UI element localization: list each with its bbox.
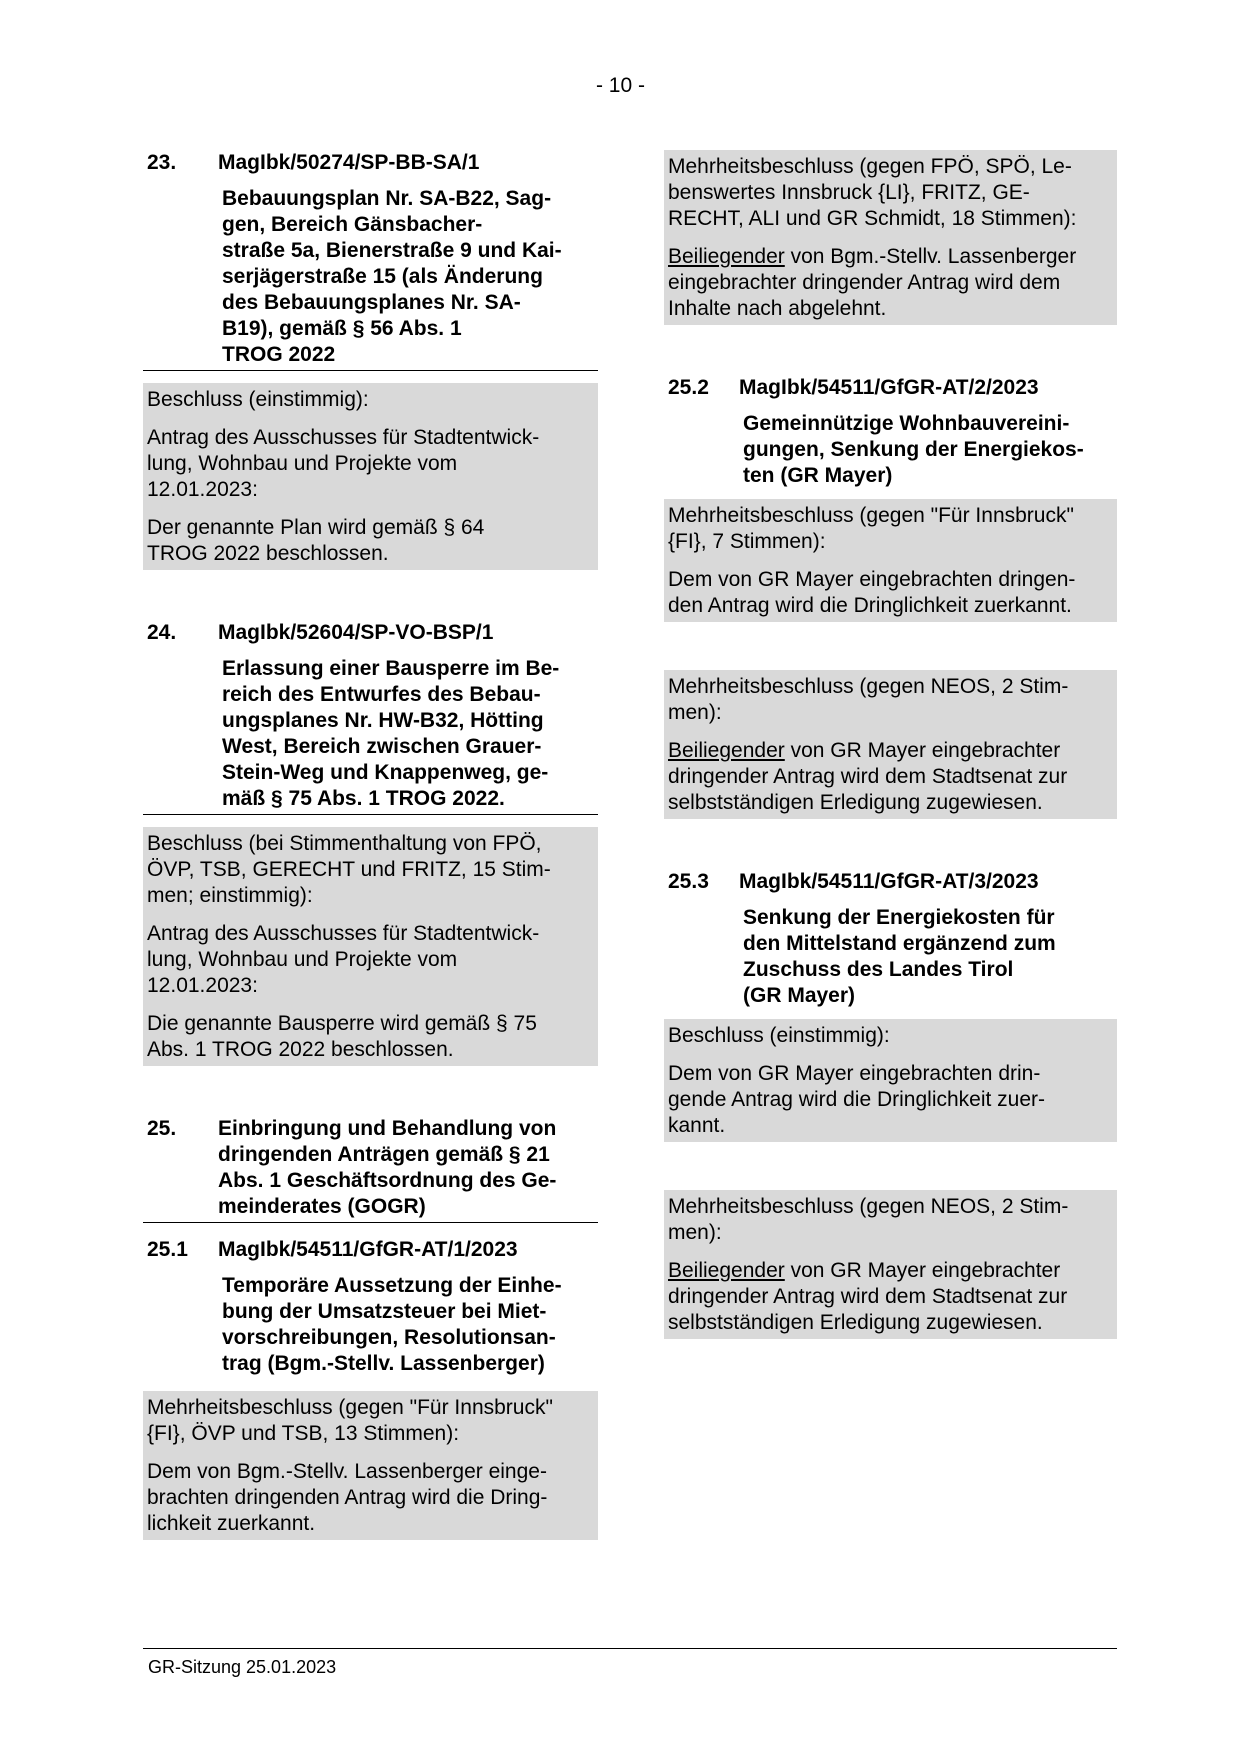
item-number: 25. — [147, 1117, 177, 1140]
right-column — [664, 150, 1117, 1339]
item-number: 25.2 — [668, 376, 709, 399]
agenda-item-23 — [143, 150, 598, 570]
item-title: Temporäre Aussetzung der Einhe- bung der Umsatzsteuer bei Miet- vorschreibungen, Resolutionsan- trag (Bgm.-Stellv. Lassenberger) — [222, 1274, 562, 1375]
decision-motion: Antrag des Ausschusses für Stadtentwick- lung, Wohnbau und Projekte vom 12.01.2023: — [147, 426, 540, 501]
decision-type: Mehrheitsbeschluss (gegen NEOS, 2 Stim- men): — [668, 1195, 1069, 1244]
decision-motion: Antrag des Ausschusses für Stadtentwick- lung, Wohnbau und Projekte vom 12.01.2023: — [147, 922, 540, 997]
decision-box — [143, 383, 598, 570]
footer-text: GR-Sitzung 25.01.2023 — [148, 1657, 337, 1677]
page-number: - 10 - — [595, 74, 645, 97]
decision-text: Dem von GR Mayer eingebrachten dringen- den Antrag wird die Dringlichkeit zuerkannt. — [668, 568, 1076, 617]
decision-type: Beschluss (bei Stimmenthaltung von FPÖ, ÖVP, TSB, GERECHT und FRITZ, 15 Stim- men; einstimmig): — [147, 832, 551, 907]
item-number: 24. — [147, 621, 177, 644]
item-code: MagIbk/54511/GfGR-AT/2/2023 — [739, 376, 1039, 399]
agenda-item-25 — [143, 1116, 598, 1223]
decision-box — [664, 1190, 1117, 1339]
decision-text: Dem von GR Mayer eingebrachten drin- gende Antrag wird die Dringlichkeit zuer- kannt. — [668, 1062, 1046, 1137]
decision-type: Mehrheitsbeschluss (gegen NEOS, 2 Stim- men): — [668, 675, 1069, 724]
agenda-item-24 — [143, 620, 598, 1066]
item-code: MagIbk/54511/GfGR-AT/1/2023 — [218, 1238, 518, 1261]
agenda-item-25-2 — [664, 375, 1117, 622]
decision-text: Dem von Bgm.-Stellv. Lassenberger einge- brachten dringenden Antrag wird die Dring- lichkeit zuerkannt. — [147, 1460, 548, 1535]
decision-text: Die genannte Bausperre wird gemäß § 75 Abs. 1 TROG 2022 beschlossen. — [147, 1012, 537, 1061]
agenda-item-25-1 — [143, 1237, 598, 1540]
item-title: Bebauungsplan Nr. SA-B22, Sag- gen, Bereich Gänsbacher- straße 5a, Bienerstraße 9 und Kai- serjägerstraße 15 (als Änderung des Bebauungsplanes Nr. SA- B19), gemäß § 56 Abs. 1 TROG 2022 — [143, 186, 598, 371]
item-number: 25.1 — [147, 1238, 188, 1261]
decision-text: Beiliegender von Bgm.-Stellv. Lassenberger eingebrachter dringender Antrag wird dem Inhalte nach abgelehnt. — [668, 245, 1077, 320]
item-number: 23. — [147, 151, 177, 174]
item-title: Senkung der Energiekosten für den Mittelstand ergänzend zum Zuschuss des Landes Tirol (GR Mayer) — [743, 906, 1056, 1007]
decision-type: Mehrheitsbeschluss (gegen "Für Innsbruck" {FI}, 7 Stimmen): — [668, 504, 1074, 553]
decision-box — [664, 499, 1117, 622]
decision-box — [143, 827, 598, 1066]
item-number: 25.3 — [668, 870, 709, 893]
decision-text: Der genannte Plan wird gemäß § 64 TROG 2022 beschlossen. — [147, 516, 485, 565]
decision-box — [664, 670, 1117, 819]
decision-type: Beschluss (einstimmig): — [147, 388, 369, 411]
decision-type: Mehrheitsbeschluss (gegen FPÖ, SPÖ, Le- benswertes Innsbruck {LI}, FRITZ, GE- RECHT, ALI und GR Schmidt, 18 Stimmen): — [668, 155, 1077, 230]
decision-text: Beiliegender von GR Mayer eingebrachter dringender Antrag wird dem Stadtsenat zur selbstständigen Erledigung zugewiesen. — [668, 739, 1068, 814]
item-title: Gemeinnützige Wohnbauvereini- gungen, Senkung der Energiekos- ten (GR Mayer) — [743, 412, 1084, 487]
item-code: MagIbk/54511/GfGR-AT/3/2023 — [739, 870, 1039, 893]
left-column — [143, 150, 598, 1540]
item-code: MagIbk/52604/SP-VO-BSP/1 — [218, 621, 494, 644]
agenda-item-25-3 — [664, 869, 1117, 1142]
decision-box — [143, 1391, 598, 1540]
decision-box — [664, 1019, 1117, 1142]
decision-type: Beschluss (einstimmig): — [668, 1024, 890, 1047]
item-title: Einbringung und Behandlung von dringenden Anträgen gemäß § 21 Abs. 1 Geschäftsordnung des Ge- meinderates (GOGR) — [218, 1117, 557, 1218]
decision-type: Mehrheitsbeschluss (gegen "Für Innsbruck" {FI}, ÖVP und TSB, 13 Stimmen): — [147, 1396, 553, 1445]
item-title: Erlassung einer Bausperre im Be- reich des Entwurfes des Bebau- ungsplanes Nr. HW-B32, Hötting West, Bereich zwischen Grauer- Stein-Weg und Knappenweg, ge- mäß § 75 Abs. 1 TROG 2022. — [143, 656, 598, 815]
decision-box — [664, 150, 1117, 325]
decision-text: Beiliegender von GR Mayer eingebrachter dringender Antrag wird dem Stadtsenat zur selbstständigen Erledigung zugewiesen. — [668, 1259, 1068, 1334]
footer-rule — [143, 1648, 1117, 1649]
item-code: MagIbk/50274/SP-BB-SA/1 — [218, 151, 480, 174]
